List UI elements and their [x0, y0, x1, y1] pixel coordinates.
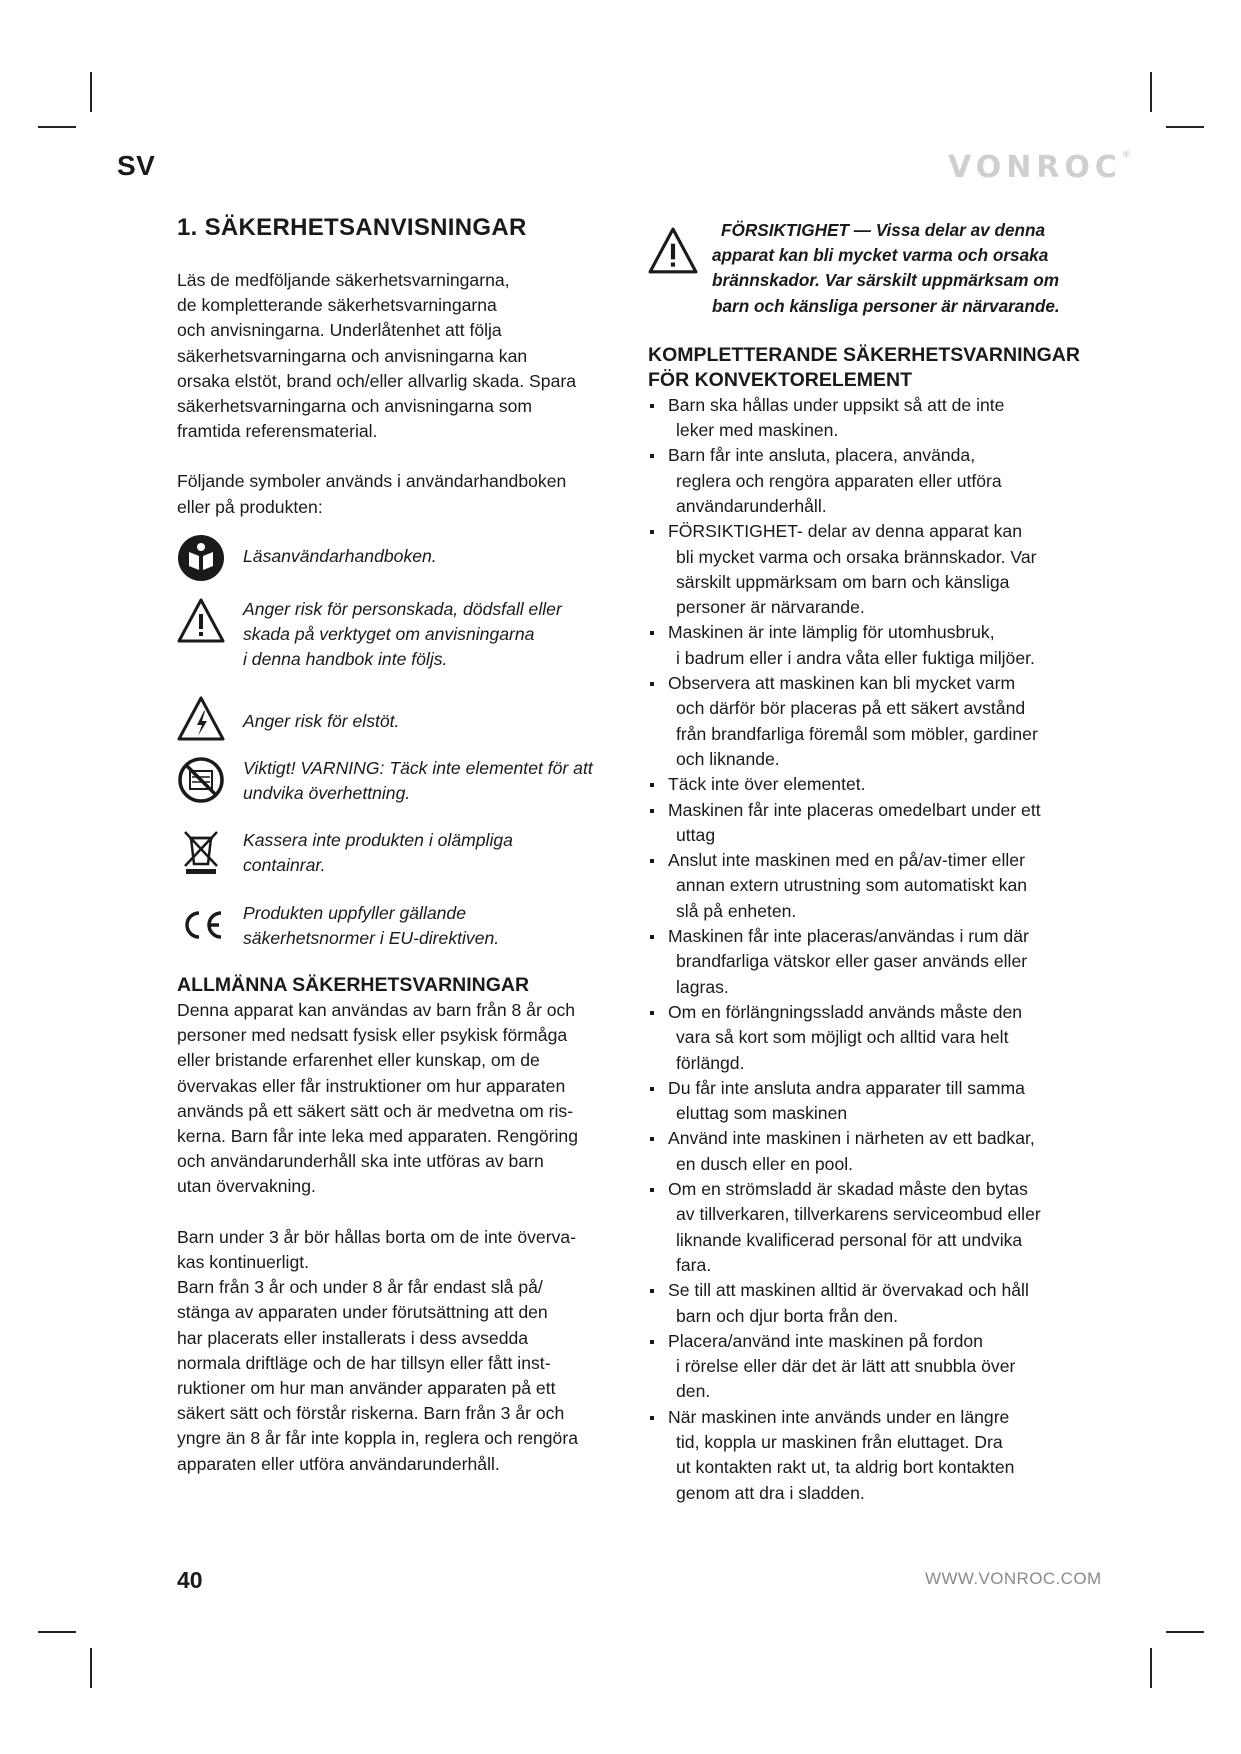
crop-mark	[38, 126, 76, 128]
crop-mark	[90, 1648, 92, 1688]
list-item: Om en förlängningssladd används måste den vara så kort som möjligt och alltid vara helt förlängd.	[648, 1000, 1096, 1076]
language-code: SV	[117, 150, 156, 181]
list-item: Anslut inte maskinen med en på/av-timer eller annan extern utrustning som automatiskt kan slå på enheten.	[648, 848, 1096, 924]
page-number: 40	[177, 1567, 203, 1593]
do-not-cover-icon	[177, 756, 225, 804]
weee-bin-icon	[177, 828, 225, 876]
list-item: Täck inte över elementet.	[648, 772, 1096, 797]
crop-mark	[90, 72, 92, 112]
list-item: Observera att maskinen kan bli mycket varm och därför bör placeras på ett säkert avstånd från brandfarliga föremål som möbler, gardiner och liknande.	[648, 671, 1096, 772]
list-item: Barn ska hållas under uppsikt så att de inte leker med maskinen.	[648, 393, 1096, 444]
symbols-intro: Följande symboler används i användarhandboken eller på produkten:	[177, 471, 567, 517]
list-item: Se till att maskinen alltid är övervakad och håll barn och djur borta från den.	[648, 1278, 1096, 1329]
read-manual-icon	[177, 534, 225, 582]
symbol-row: Kassera inte produkten i olämpliga containrar.	[177, 828, 635, 878]
right-column	[648, 218, 1096, 1506]
symbol-row: Viktigt! VARNING: Täck inte elementet för att undvika överhettning.	[177, 756, 635, 806]
warning-triangle-icon	[648, 226, 698, 276]
general-warnings-heading: ALLMÄNNA SÄKERHETSVARNINGAR	[177, 974, 530, 997]
crop-mark	[38, 1631, 76, 1633]
crop-mark	[1166, 1631, 1204, 1633]
list-item: Maskinen är inte lämplig för utomhusbruk, i badrum eller i andra våta eller fuktiga miljöer.	[648, 620, 1096, 671]
list-item: Maskinen får inte placeras/användas i rum där brandfarliga vätskor eller gaser används eller lagras.	[648, 924, 1096, 1000]
caution-notice: FÖRSIKTIGHET — Vissa delar av denna apparat kan bli mycket varma och orsaka brännskador. Var särskilt uppmärksam om barn och känsliga personer är närvarande.	[648, 218, 1096, 319]
symbol-row: Anger risk för elstöt.	[177, 695, 635, 734]
list-item: Om en strömsladd är skadad måste den bytas av tillverkaren, tillverkarens serviceombud eller liknande kvalificerad personal för att undvika fara.	[648, 1177, 1096, 1278]
list-item: Maskinen får inte placeras omedelbart under ett uttag	[648, 798, 1096, 849]
symbol-row: Anger risk för personskada, dödsfall eller skada på verktyget om anvisningarna i denna handbok inte följs.	[177, 597, 635, 673]
list-item: FÖRSIKTIGHET- delar av denna apparat kan bli mycket varma och orsaka brännskador. Var särskilt uppmärksam om barn och känsliga personer är närvarande.	[648, 519, 1096, 620]
list-item: Placera/använd inte maskinen på fordon i rörelse eller där det är lätt att snubbla över den.	[648, 1329, 1096, 1405]
brand-logo: VONROC®	[948, 150, 1131, 185]
warning-triangle-icon	[177, 597, 225, 645]
section-heading: 1. SÄKERHETSANVISNINGAR	[177, 214, 527, 241]
list-item: Använd inte maskinen i närheten av ett badkar, en dusch eller en pool.	[648, 1126, 1096, 1177]
warning-list	[648, 393, 1096, 1506]
crop-mark	[1150, 72, 1152, 112]
left-column	[177, 214, 635, 1477]
symbol-row: Produkten uppfyller gällande säkerhetsnormer i EU-direktiven.	[177, 901, 635, 951]
list-item: När maskinen inte används under en längre tid, koppla ur maskinen från eluttaget. Dra ut kontakten rakt ut, ta aldrig bort kontakten genom att dra i sladden.	[648, 1405, 1096, 1506]
general-paragraph-2: Barn under 3 år bör hållas borta om de inte överva- kas kontinuerligt. Barn från 3 år och under 8 år får endast slå på/ stänga av apparaten under förutsättning att den har placerats eller installerats i dess avsedda normala driftläge och de har tillsyn eller fått inst- ruktioner om hur man använder apparaten på ett säkert sätt och förstår riskerna. Barn från 3 år och yngre än 8 år får inte koppla in, reglera och rengöra apparaten eller utföra användarunderhåll.	[177, 1226, 578, 1474]
intro-paragraph: Läs de medföljande säkerhetsvarningarna, de kompletterande säkerhetsvarningarna och anvisningarna. Underlåtenhet att följa säkerhetsvarningarna och anvisningarna kan orsaka elstöt, brand och/eller allvarlig skada. Spara säkerhetsvarningarna och anvisningarna som framtida referensmaterial.	[177, 270, 577, 442]
crop-mark	[1150, 1648, 1152, 1688]
symbol-row: Läsanvändarhandboken.	[177, 534, 635, 569]
supplementary-warnings-heading: KOMPLETTERANDE SÄKERHETSVARNINGAR FÖR KONVEKTORELEMENT	[648, 343, 1080, 391]
list-item: Barn får inte ansluta, placera, använda, reglera och rengöra apparaten eller utföra användarunderhåll.	[648, 443, 1096, 519]
website-url: WWW.VONROC.COM	[925, 1569, 1102, 1588]
list-item: Du får inte ansluta andra apparater till samma eluttag som maskinen	[648, 1076, 1096, 1127]
ce-mark-icon	[177, 901, 225, 949]
electric-shock-icon	[177, 695, 225, 743]
crop-mark	[1166, 126, 1204, 128]
general-paragraph-1: Denna apparat kan användas av barn från 8 år och personer med nedsatt fysisk eller psykisk förmåga eller bristande erfarenhet eller kunskap, om de övervakas eller får instruktioner om hur apparaten används på ett säkert sätt och är medvetna om ris- kerna. Barn får inte leka med apparaten. Rengöring och användarunderhåll ska inte utföras av barn utan övervakning.	[177, 1000, 578, 1197]
